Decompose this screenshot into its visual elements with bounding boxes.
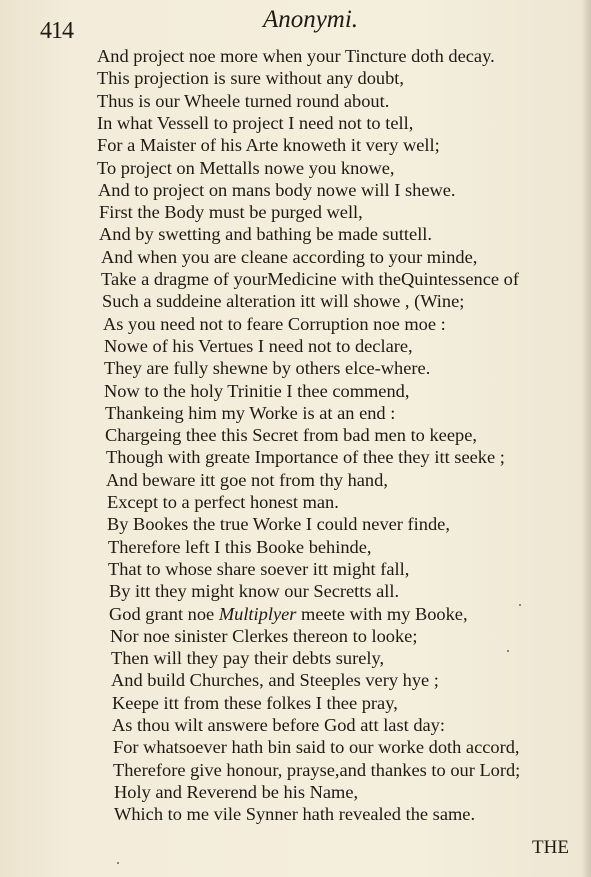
verse-line: Therefore give honour, prayse,and thankes to our Lord;: [113, 759, 521, 780]
verse-line: By Bookes the true Worke I could never finde,: [107, 514, 450, 535]
paper-speck: [519, 604, 521, 606]
paper-speck: [507, 650, 509, 652]
verse-line: As thou wilt answere before God att last day:: [112, 715, 445, 735]
verse-line: Thus is our Wheele turned round about.: [97, 90, 390, 111]
verse-line: Thankeing him my Worke is at an end :: [105, 402, 396, 423]
verse-line: Which to me vile Synner hath revealed the same.: [114, 804, 476, 825]
verse-line: Nowe of his Vertues I need not to declare,: [104, 335, 413, 356]
verse-line: Therefore left I this Booke behinde,: [108, 536, 372, 557]
verse-line: They are fully shewne by others elce-where.: [104, 358, 431, 379]
verse-line: Take a dragme of yourMedicine with theQuintessence of: [101, 269, 519, 289]
verse-line: Holy and Reverend be his Name,: [114, 781, 359, 802]
verse-line: Such a suddeine alteration itt will showe , (Wine;: [102, 291, 465, 312]
verse-line: God grant noe Multiplyer meete with my Booke,: [109, 603, 468, 624]
verse-line: Keepe itt from these folkes I thee pray,: [112, 692, 398, 713]
verse-line: That to whose share soever itt might fall,: [108, 558, 410, 579]
verse-line: Then will they pay their debts surely,: [111, 648, 385, 669]
verse-line: Now to the holy Trinitie I thee commend,: [104, 380, 410, 401]
multiplyer-word: Multiplyer: [218, 603, 297, 624]
verse-line: For whatsoever hath bin said to our worke doth accord,: [113, 737, 520, 758]
verse-line: And to project on mans body nowe will I shewe.: [98, 179, 456, 200]
verse-line: And beware itt goe not from thy hand,: [106, 469, 388, 490]
verse-line: First the Body must be purged well,: [99, 202, 363, 223]
verse-line: Except to a perfect honest man.: [107, 492, 339, 512]
catchword: THE: [532, 837, 569, 858]
verse-line: This projection is sure without any doubt,: [97, 68, 404, 89]
verse-line: And project noe more when your Tincture doth decay.: [97, 46, 495, 66]
verse-line: For a Maister of his Arte knoweth it very well;: [97, 135, 440, 156]
verse-line: And by swetting and bathing be made suttell.: [99, 224, 433, 245]
verse-line: Though with greate Importance of thee they itt seeke ;: [106, 447, 505, 468]
verse-line: And build Churches, and Steeples very hye ;: [111, 670, 439, 691]
paper-speck: [117, 862, 119, 864]
running-head: Anonymi.: [262, 6, 359, 33]
verse-line: Nor noe sinister Clerkes thereon to looke;: [110, 625, 418, 646]
verse-line: By itt they might know our Secretts all.: [109, 581, 400, 602]
page-number: 414: [40, 18, 73, 44]
verse-line: Chargeing thee this Secret from bad men to keepe,: [105, 425, 477, 446]
verse-line: In what Vessell to project I need not to tell,: [97, 112, 414, 133]
verse-line: To project on Mettalls nowe you knowe,: [97, 157, 395, 178]
verse-line: As you need not to feare Corruption noe moe :: [103, 313, 446, 334]
page-edge-shadow: [581, 0, 591, 877]
verse-line: And when you are cleane according to your minde,: [101, 246, 478, 267]
